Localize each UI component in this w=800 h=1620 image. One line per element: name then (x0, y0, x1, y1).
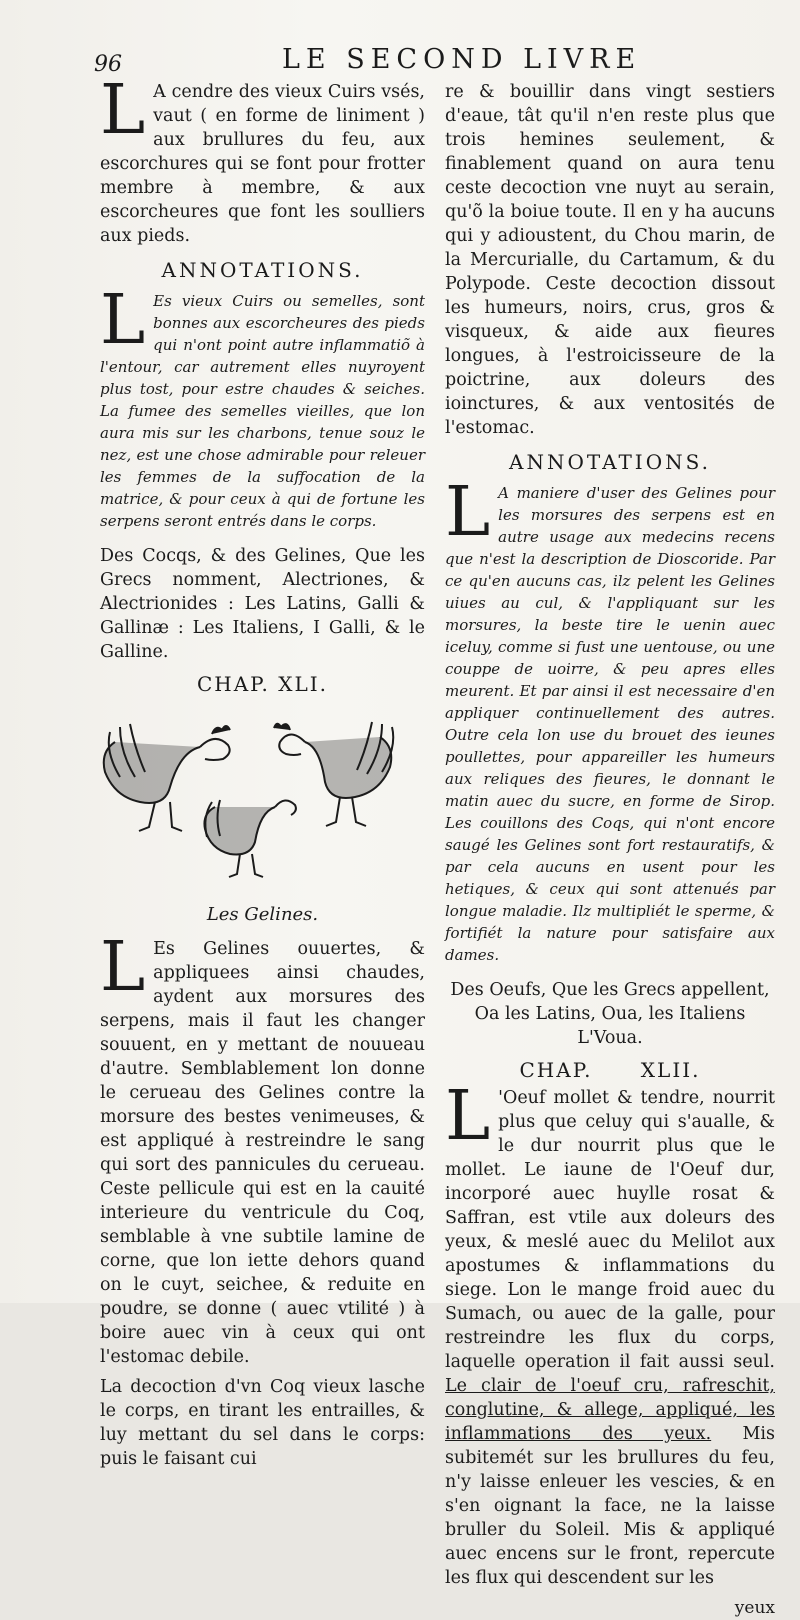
rooster-right-figure (274, 722, 393, 826)
page-number: 96 (94, 52, 122, 77)
chapter-heading: CHAP. XLII. (519, 1058, 701, 1082)
annotations-heading: ANNOTATIONS. (161, 258, 364, 282)
continuation-paragraph: re & bouillir dans vingt sestiers d'eaue, tât qu'il n'en reste plus que trois hemines seulement, & finablement quand on aura tenu ceste decoction vne nuyt au serain, qu'õ la boiue toute. Il en y ha aucuns qui y adioustent, du Chou marin, de la Mercurialle, du Cartamum, & du Polypode. Ceste decoction dissout les humeurs, noirs, crus, gros & visqueux, & aide aux fieures longues, à l'estroicisseure de la poictrine, aux doleurs des ioinctures, & aux ventosités de l'estomac. (445, 82, 775, 438)
drop-cap: L (100, 928, 146, 1007)
species-title: Des Oeufs, Que les Grecs appellent, Oa les Latins, Oua, les Italiens L'Voua. (450, 980, 770, 1048)
catchword: yeux (734, 1598, 775, 1618)
running-title: LE SECOND LIVRE (282, 44, 642, 75)
egg-text-b: Mis subitemét sur les brullures du feu, n'y laisse enleuer les vescies, & en s'en oignant la face, ne la laisse bruller du Soleil. Mis & appliqué auec encens sur le front, repercute les flux qui descendent sur les (445, 1424, 775, 1588)
annotation-text: A maniere d'user des Gelines pour les morsures des serpens est en autre usage aux medecins recens que n'est la description de Dioscoride. Par ce qu'en aucuns cas, ilz pelent les Gelines uiues au cul, & l'appliquant sur les morsures, la beste tire le uenin auec iceluy, comme si fust une uentouse, ou une couppe de uoirre, & peu apres elles meurent. Et par ainsi il est necessaire d'en appliquer continuellement des autres. Outre cela lon use du brouet des ieunes poullettes, pour appareiller les humeurs aux reliques des fieures, le donnant le matin auec du sucre, en forme de Sirop. Les couillons des Coqs, qui n'ont encore saugé les Gelines sont fort restauratifs, & par cela aucuns en usent pour les hetiques, & ceux qui sont attenués par longue maladie. Ilz multipliét le sperme, & fortifiét la nature pour satisfaire aux dames. (445, 484, 775, 964)
annotations-heading: ANNOTATIONS. (509, 450, 711, 474)
annotation-paragraph (100, 281, 425, 532)
annotation-text: Es vieux Cuirs ou semelles, sont bonnes aux escorcheures des pieds qui n'ont point autre inflammatiõ à l'entour, car autrement elles nuyroyent plus tost, pour estre chaudes & seiches. La fumee des semelles vieilles, que lon aura mis sur les charbons, tenue souz le nez, est une chose admirable pour releuer les femmes de la suffocation de la matrice, & pour ceux à qui de fortune les serpens seront entrés dans le corps. (100, 292, 425, 530)
egg-paragraph (445, 1077, 775, 1590)
species-title: Des Cocqs, & des Gelines, Que les Grecs nomment, Alectriones, & Alectrionides : Les Latins, Galli & Gallinæ : Les Italiens, I Galli, & le Galline. (100, 546, 425, 662)
roosters-hen-woodcut (100, 702, 400, 882)
annotation-paragraph (445, 473, 775, 966)
right-column (445, 80, 775, 1620)
egg-text-a: 'Oeuf mollet & tendre, nourrit plus que celuy qui s'aualle, & le dur nourrit plus que le mollet. Le iaune de l'Oeuf dur, incorporé auec huylle rosat & Saffran, est vtile aux doleurs des yeux, & meslé auec du Melilot aux apostumes & inflammations du siege. Lon le mange froid auec du Sumach, ou auec de la galle, pour restreindre les flux du corps, laquelle operation il fait aussi seul. (445, 1088, 775, 1372)
left-column (100, 71, 425, 1477)
drop-cap: L (100, 281, 146, 360)
drop-cap: L (100, 71, 146, 150)
drop-cap: L (445, 473, 491, 552)
intro-text: A cendre des vieux Cuirs vsés, vaut ( en forme de liniment ) aux brullures du feu, aux escorchures qui se font pour frotter membre à membre, & aux escorcheures que font les soulliers aux pieds. (100, 82, 425, 246)
page-header (92, 40, 782, 80)
main-text: Es Gelines ouuertes, & appliquees ainsi chaudes, aydent aux morsures des serpens, mais il faut les changer souuent, en y mettant de nouueau d'autre. Semblablement lon donne le cerueau des Gelines contre la morsure des bestes venimeuses, & est appliqué à restreindre le sang qui sort des pannicules du cerueau. Ceste pellicule qui est en la cauité interieure du ventricule du Coq, semblable à vne subtile lamine de corne, que lon iette dehors quand on le cuyt, seichee, & reduite en poudre, se donne ( auec vtilité ) à boire auec vin à ceux qui ont l'estomac debile. (100, 939, 425, 1367)
hen-figure (204, 800, 295, 877)
main-paragraph (100, 928, 425, 1369)
intro-paragraph (100, 71, 425, 248)
decoction-paragraph: La decoction d'vn Coq vieux lasche le corps, en tirant les entrailles, & luy mettant du sel dans le corps: puis le faisant cui (100, 1377, 425, 1469)
drop-cap: L (445, 1077, 491, 1156)
chapter-heading: CHAP. XLI. (196, 672, 329, 696)
figure-subtitle: Les Gelines. (206, 904, 319, 925)
underlined-passage: Le clair de l'oeuf cru, rafreschit, conglutine, & allege, appliqué, les inflammations des yeux. (445, 1376, 775, 1444)
